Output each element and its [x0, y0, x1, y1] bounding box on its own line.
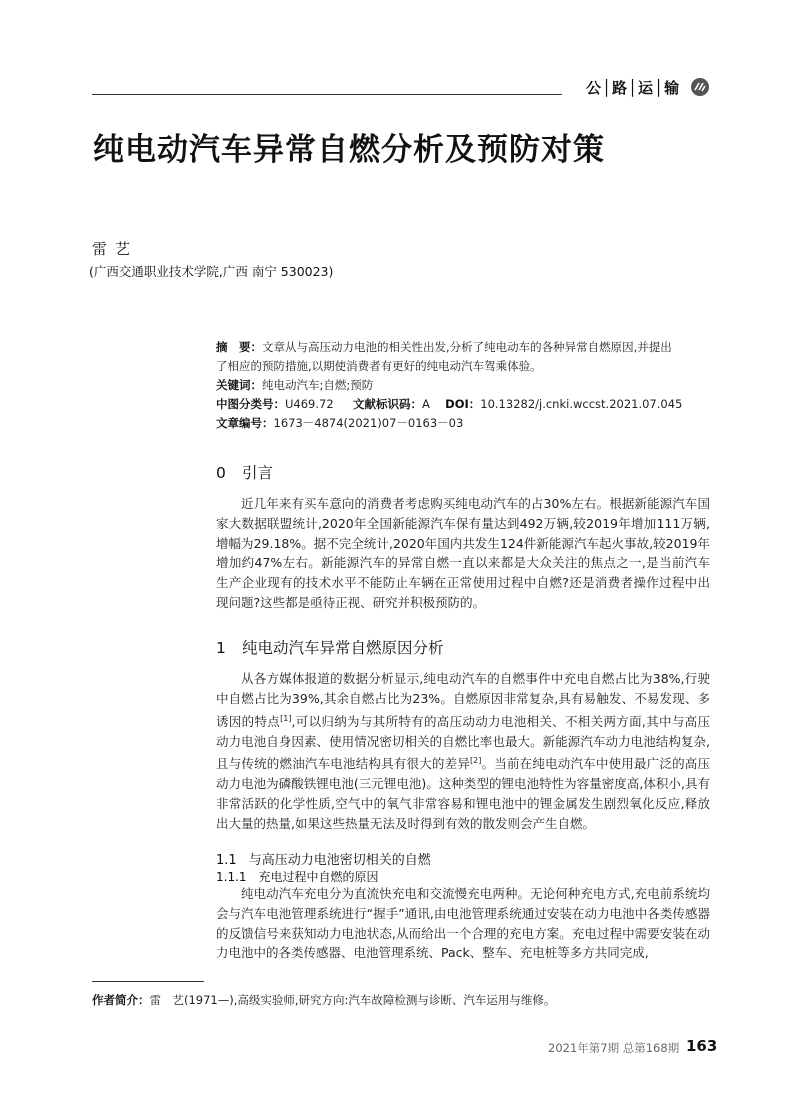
section-0-heading [216, 461, 273, 483]
clc-label: 中图分类号： [216, 397, 285, 411]
doi: 10.13282/j.cnki.wccst.2021.07.045 [480, 397, 683, 411]
section-0-number: 0 [216, 464, 226, 482]
section-1-1-1-title: 充电过程中自燃的原因 [258, 870, 379, 884]
doc-code-label: 文献标识码： [352, 397, 422, 411]
clc-code: U469.72 [285, 397, 334, 411]
doi-label: DOI： [445, 397, 481, 411]
classification-line [216, 396, 682, 412]
keywords-line [216, 377, 373, 393]
footnote-rule [92, 981, 204, 982]
header-rule [92, 94, 562, 95]
section-1-1-1-paragraph: 纯电动汽车充电分为直流快充电和交流慢充电两种。无论何种充电方式,充电前系统均会与汽车电池管理系统进行“握手”通讯,由电池管理系统通过安装在动力电池中各类传感器的反馈信号来获知动力电池状态,从而给出一个合理的充电方案。充电过程中需要安装在动力电池中的各类传感器、电池管理系统、Pack、整车、充电桩等多方共同完成, [216, 886, 710, 961]
abstract-line-2: 了相应的预防措施,以期使消费者有更好的纯电动汽车驾乘体验。 [216, 359, 542, 373]
section-1-1-1-number: 1.1.1 [216, 870, 247, 884]
page-number: 163 [686, 1037, 718, 1055]
section-1-1-title: 与高压动力电池密切相关的自燃 [248, 853, 431, 868]
section-1-title: 纯电动汽车异常自燃原因分析 [242, 639, 444, 657]
section-1-heading [216, 636, 444, 658]
keywords-label: 关键词： [216, 378, 262, 392]
journal-logo-icon [690, 77, 710, 97]
author-affiliation: (广西交通职业技术学院,广西 南宁 530023) [89, 264, 334, 279]
article-number-line [216, 415, 463, 431]
article-title: 纯电动汽车异常自燃分析及预防对策 [93, 132, 605, 168]
author-bio-footnote [92, 992, 555, 1008]
article-number: 1673－4874(2021)07－0163－03 [273, 416, 464, 430]
citation-1: [1] [280, 713, 292, 723]
citation-2: [2] [470, 756, 482, 766]
doc-code: A [421, 397, 430, 411]
section-1-number: 1 [216, 639, 226, 657]
section-0-title: 引言 [242, 464, 274, 482]
keywords: 纯电动汽车;自燃;预防 [262, 378, 374, 392]
journal-name: 公│路│运│输 [586, 79, 681, 97]
author-name: 雷艺 [92, 240, 139, 258]
section-0-paragraph: 近几年来有买车意向的消费者考虑购买纯电动汽车的占30%左右。根据新能源汽车国家大数据联盟统计,2020年全国新能源汽车保有量达到492万辆,较2019年增加111万辆,增幅为29.18%。据不完全统计,2020年国内共发生124件新能源汽车起火事故,较2019年增加约47%左右。新能源汽车的异常自燃一直以来都是大众关注的焦点之一,是当前汽车生产企业现有的技术水平不能防止车辆在正常使用过程中自燃?还是消费者操作过程中出现问题?这些都是亟待正视、研究并积极预防的。 [216, 496, 710, 610]
footnote-text: 雷 艺(1971—),高级实验师,研究方向:汽车故障检测与诊断、汽车运用与维修。 [149, 993, 556, 1007]
section-1-paragraph: 从各方媒体报道的数据分析显示,纯电动汽车的自燃事件中充电自燃占比为38%,行驶中自燃占比为39%,其余自燃占比为23%。自燃原因非常复杂,具有易触发、不易发现、多诱因的特点[1],可以归纳为与其所特有的高压动动力电池相关、不相关两方面,其中与高压动力电池自身因素、使用情况密切相关的自燃比率也最大。新能源汽车动力电池结构复杂,且与传统的燃油汽车电池结构具有很大的差异[2]。当前在纯电动汽车中使用最广泛的高压动力电池为磷酸铁锂电池(三元锂电池)。这种类型的锂电池特性为容量密度高,体积小,具有非常活跃的化学性质,空气中的氧气非常容易和锂电池中的锂金属发生剧烈氧化反应,释放出大量的热量,如果这些热量无法及时得到有效的散发则会产生自燃。 [216, 671, 710, 831]
section-1-1-heading [216, 849, 431, 868]
abstract-text-1: 文章从与高压动力电池的相关性出发,分析了纯电动车的各种异常自燃原因,并提出 [262, 340, 672, 354]
article-number-label: 文章编号： [216, 416, 274, 430]
section-1-1-1-heading [216, 868, 379, 885]
abstract-line-1 [216, 339, 672, 355]
abstract-label: 摘 要： [216, 340, 262, 354]
section-1-1-number: 1.1 [216, 853, 237, 868]
issue-info: 2021年第7期 总第168期 [548, 1041, 680, 1055]
footnote-label: 作者简介： [92, 993, 150, 1007]
